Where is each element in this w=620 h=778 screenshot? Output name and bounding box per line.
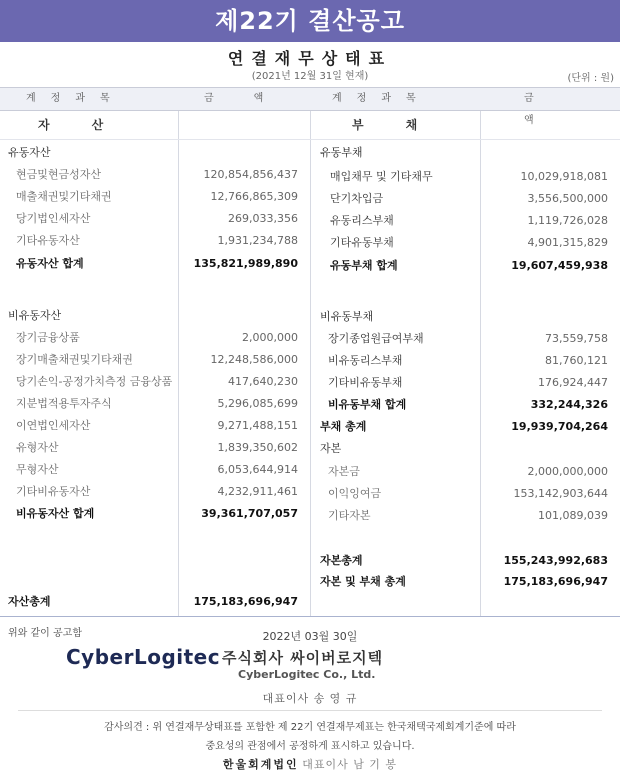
col-left-amount: 금액 bbox=[204, 93, 304, 104]
company-name-korean: 주식회사 싸이버로지텍 bbox=[222, 649, 384, 667]
group-equity: 자본 bbox=[320, 442, 342, 455]
currency-unit: (단위 : 원) bbox=[567, 73, 614, 84]
statement-date: (2021년 12월 31일 현재) bbox=[251, 71, 369, 82]
announcement-date: 2022년 03월 30일 bbox=[262, 630, 358, 643]
table-row: 지분법적용투자주식 5,296,085,699 bbox=[16, 397, 298, 410]
notice-text: 위와 같이 공고함 bbox=[8, 628, 82, 639]
group-noncurrent-assets: 비유동자산 bbox=[8, 309, 62, 322]
current-assets-total: 유동자산 합계 135,821,989,890 bbox=[16, 257, 298, 270]
ceo-name: 대표이사 송 영 규 bbox=[262, 692, 358, 705]
company-name-english: CyberLogitec Co., Ltd. bbox=[238, 668, 376, 681]
liabilities-section-header: 부채 bbox=[352, 118, 460, 132]
audit-opinion-line: 감사의견 : 위 연결재무상태표를 포함한 제 22기 연결재무제표는 한국채택국제회계기준에 따라 bbox=[104, 722, 516, 733]
company-logo: CyberLogitec bbox=[66, 645, 221, 669]
table-row: 기타자본 101,089,039 bbox=[328, 509, 608, 522]
col-right-amount: 금액 bbox=[524, 93, 574, 126]
table-row: 당기손익-공정가치측정 금융상품 417,640,230 bbox=[16, 375, 298, 388]
table-row: 매출채권및기타채권 12,766,865,309 bbox=[16, 190, 298, 203]
auditor-firm: 한울회계법인 bbox=[222, 758, 299, 771]
col-right-account: 계정과목 bbox=[332, 93, 431, 104]
table-row: 기타비유동자산 4,232,911,461 bbox=[16, 485, 298, 498]
section-divider bbox=[0, 139, 620, 140]
table-row: 당기법인세자산 269,033,356 bbox=[16, 212, 298, 225]
table-row: 이연법인세자산 9,271,488,151 bbox=[16, 419, 298, 432]
announcement-banner: 제22기 결산공고 bbox=[0, 0, 620, 42]
footer-divider bbox=[18, 710, 602, 711]
col-left-account: 계정과목 bbox=[26, 93, 125, 104]
audit-opinion-line: 중요성의 관점에서 공정하게 표시하고 있습니다. bbox=[205, 741, 415, 752]
table-row: 단기차입금 3,556,500,000 bbox=[330, 192, 608, 205]
table-row: 장기종업원급여부채 73,559,758 bbox=[328, 332, 608, 345]
auditor bbox=[0, 756, 620, 772]
table-row: 기타유동자산 1,931,234,788 bbox=[16, 234, 298, 247]
table-row: 유형자산 1,839,350,602 bbox=[16, 441, 298, 454]
total-equity: 자본총계 155,243,992,683 bbox=[320, 554, 608, 567]
table-row: 장기금융상품 2,000,000 bbox=[16, 331, 298, 344]
table-row: 비유동리스부채 81,760,121 bbox=[328, 354, 608, 367]
table-row: 자본금 2,000,000,000 bbox=[328, 465, 608, 478]
noncurrent-assets-total: 비유동자산 합계 39,361,707,057 bbox=[16, 507, 298, 520]
table-row: 기타비유동부채 176,924,447 bbox=[328, 376, 608, 389]
table-row: 장기매출채권및기타채권 12,248,586,000 bbox=[16, 353, 298, 366]
table-row: 무형자산 6,053,644,914 bbox=[16, 463, 298, 476]
table-bottom-border bbox=[0, 616, 620, 617]
group-current-liabilities: 유동부채 bbox=[320, 146, 363, 159]
noncurrent-liabilities-total: 비유동부채 합계 332,244,326 bbox=[328, 398, 608, 411]
total-assets: 자산총계 175,183,696,947 bbox=[8, 595, 298, 608]
column-divider bbox=[310, 111, 311, 616]
table-row: 현금및현금성자산 120,854,856,437 bbox=[16, 168, 298, 181]
total-liabilities-and-equity: 자본 및 부채 총계 175,183,696,947 bbox=[320, 575, 608, 588]
table-row: 매입채무 및 기타채무 10,029,918,081 bbox=[330, 170, 608, 183]
group-noncurrent-liabilities: 비유동부채 bbox=[320, 310, 374, 323]
group-current-assets: 유동자산 bbox=[8, 146, 51, 159]
current-liabilities-total: 유동부채 합계 19,607,459,938 bbox=[330, 259, 608, 272]
table-row: 기타유동부채 4,901,315,829 bbox=[330, 236, 608, 249]
table-row: 이익잉여금 153,142,903,644 bbox=[328, 487, 608, 500]
statement-title: 연결재무상태표 bbox=[227, 49, 393, 68]
assets-section-header: 자산 bbox=[38, 118, 146, 132]
audit-opinion bbox=[0, 718, 620, 756]
auditor-representative: 대표이사 남 기 봉 bbox=[302, 758, 398, 771]
total-liabilities: 부채 총계 19,939,704,264 bbox=[320, 420, 608, 433]
table-row: 유동리스부채 1,119,726,028 bbox=[330, 214, 608, 227]
